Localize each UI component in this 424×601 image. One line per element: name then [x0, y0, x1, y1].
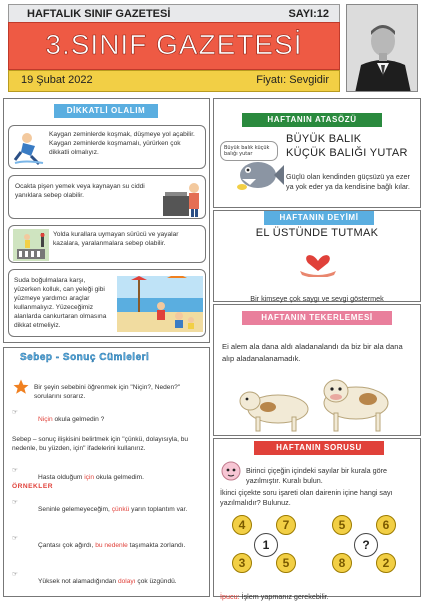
title-band [8, 22, 340, 70]
safety-card-4 [8, 269, 206, 337]
issue-price: Fiyatı: Sevgidir [256, 74, 329, 86]
flower-1-petal: 5 [276, 553, 296, 573]
flower-2-petal: 6 [376, 515, 396, 535]
flower-1-petal: 3 [232, 553, 252, 573]
flower-2-petal: 8 [332, 553, 352, 573]
header-kicker: HAFTALIK SINIF GAZETESİ [27, 8, 171, 20]
cause-effect-question: Niçin okula gelmedin ? [38, 415, 105, 423]
safety-card-1 [8, 125, 206, 169]
proverb-text: Güçlü olan kendinden güçsüzü ya ezer ya yok eder ya da kendisine bağlı kılar. [286, 172, 410, 192]
example-2: Seninle gelemeyeceğim, çünkü yarın toplantım var. [38, 505, 188, 513]
safety-text-3: Yolda kurallara uymayan sürücü ve yayalar kazalara, yaralanmalara sebep olabilir. [53, 231, 179, 247]
issue-number: SAYI:12 [288, 8, 329, 20]
issue-date: 19 Şubat 2022 [21, 74, 93, 86]
flower-2-petal: 2 [376, 553, 396, 573]
pointing-hand-icon: ☞ [12, 409, 18, 416]
safety-text-2: Ocakta pişen yemek veya kaynayan su ciddi yanıklara sebep olabilir. [15, 183, 145, 199]
careful-panel [3, 98, 210, 343]
proverb-ribbon: HAFTANIN ATASÖZÜ [242, 113, 382, 127]
idiom-text: Bir kimseye çok saygı ve sevgi göstermek [250, 294, 384, 304]
example-3: Çantası çok ağırdı, bu nedenle taşımakta zorlandı. [38, 541, 186, 549]
safety-card-2 [8, 175, 206, 219]
puzzle-text-1: Birinci çiçeğin içindeki sayılar bir kurala göre yazılmıştır. Kuralı bulun. [246, 466, 388, 486]
header-bottom-bar [8, 70, 340, 92]
proverb-title-1: BÜYÜK BALIK [286, 133, 362, 145]
flower-1-petal: 4 [232, 515, 252, 535]
newspaper-header [0, 0, 424, 96]
tongue-ribbon: HAFTANIN TEKERLEMESİ [242, 311, 392, 325]
example-1: Hasta olduğum için okula gelmedim. [38, 473, 144, 481]
slipping-boy-icon [13, 130, 45, 166]
big-fish-icon [236, 157, 284, 193]
cause-effect-intro: Bir şeyin sebebini öğrenmek için "Niçin?, Neden?" sorularını sorarız. [34, 383, 181, 400]
flower-2 [330, 509, 400, 579]
heart-in-hand-icon [298, 245, 338, 277]
star-icon [12, 378, 30, 396]
proverb-speech-bubble: Büyük balık küçük balığı yutar [220, 141, 278, 161]
flower-1 [230, 509, 300, 579]
puzzle-hint: İpucu: İşlem yapmanız gerekebilir. [220, 592, 329, 601]
puzzle-text-2: İkinci çiçekte soru işareti olan dairenin içine hangi sayı yazılmalıdır? Bulunuz. [220, 488, 393, 508]
idiom-title: EL ÜSTÜNDE TUTMAK [255, 227, 379, 239]
cause-effect-panel [3, 347, 210, 597]
portrait-photo [346, 4, 418, 92]
safety-text-4: Suda boğulmalara karşı, yüzerken kolluk, can yeleği gibi yüzmeye yardımcı araçlar kullanmalıyız. Yüzeceğimiz alanlarda cankurtaran olmasına dikkat etmeliyiz. [14, 277, 107, 329]
tongue-twister-panel [213, 304, 421, 436]
flower-2-petal: 5 [332, 515, 352, 535]
careful-ribbon: DİKKATLİ OLALIM [54, 104, 158, 118]
proverb-panel [213, 98, 421, 208]
examples-label: ÖRNEKLER [12, 483, 53, 490]
flower-2-center: ? [354, 533, 378, 557]
proverb-title-2: KÜÇÜK BALIĞI YUTAR [286, 147, 408, 159]
puzzle-panel [213, 438, 421, 601]
safety-text-1: Kaygan zeminlerde koşmak, düşmeye yol açabilir. Kaygan zeminlerde koşmamalı, yürürken çok dikkatli olmalıyız. [49, 131, 195, 156]
cause-effect-explanation: Sebep – sonuç ilişkisini belirtmek için "çünkü, dolayısıyla, bu nedenle, bu yüzden, için" ifadelerini kullanırız. [12, 435, 189, 452]
safety-card-3 [8, 225, 206, 263]
pointing-hand-icon: ☞ [12, 467, 18, 474]
calves-icon [238, 369, 398, 433]
pointing-hand-icon: ☞ [12, 499, 18, 506]
flower-1-center: 1 [254, 533, 278, 557]
cause-effect-title: Sebep - Sonuç Cümleleri [20, 352, 150, 363]
example-4: Yüksek not alamadığından dolayı çok üzgündü. [38, 577, 177, 585]
tongue-text: Ei alem ala dana aldı aladanalandı da biz bir ala dana alıp aladanalanamadık. [222, 341, 403, 363]
flower-1-petal: 7 [276, 515, 296, 535]
newspaper-title: 3.SINIF GAZETESİ [45, 29, 303, 60]
kitchen-stove-icon [161, 178, 203, 218]
pointing-hand-icon: ☞ [12, 571, 18, 578]
traffic-crosswalk-icon [13, 229, 49, 261]
puzzle-ribbon: HAFTANIN SORUSU [254, 441, 384, 455]
thinking-character-icon [220, 459, 242, 485]
idiom-panel [213, 210, 421, 302]
idiom-ribbon: HAFTANIN DEYİMİ [264, 211, 374, 225]
beach-swimming-icon [117, 276, 203, 332]
pointing-hand-icon: ☞ [12, 535, 18, 542]
